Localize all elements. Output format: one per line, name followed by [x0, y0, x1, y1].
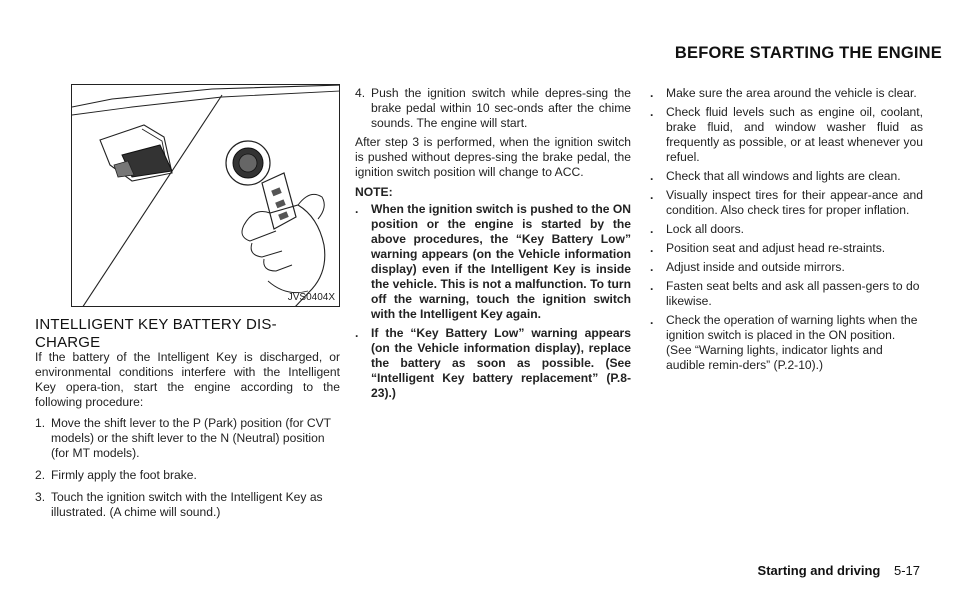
- left-column: [35, 350, 340, 527]
- checklist-item: [650, 188, 923, 218]
- bullet-dot: .: [650, 222, 654, 236]
- step-text: Move the shift lever to the P (Park) position (for CVT models) or the shift lever to the N (Neutral) position (for MT models).: [51, 416, 331, 460]
- bullet-dot: .: [650, 241, 654, 255]
- checklist-text: Position seat and adjust head re-straints.: [666, 241, 886, 255]
- procedure-step: [35, 490, 340, 520]
- middle-column: [355, 86, 631, 408]
- bullet-dot: .: [650, 260, 654, 274]
- note-item: [355, 202, 631, 322]
- section-header: BEFORE STARTING THE ENGINE: [674, 44, 942, 62]
- checklist-text: Fasten seat belts and ask all passen-gers to do likewise.: [666, 279, 920, 308]
- bullet-dot: .: [650, 169, 654, 183]
- page-number: 5-17: [893, 563, 920, 578]
- intro-paragraph: If the battery of the Intelligent Key is discharged, or environmental conditions interfere with the Intelligent Key opera-tion, start the engine according to the following procedure:: [35, 350, 340, 409]
- bullet-dot: .: [355, 202, 359, 216]
- checklist-item: [650, 279, 923, 309]
- step-text: Firmly apply the foot brake.: [51, 468, 197, 482]
- bullet-dot: .: [650, 105, 654, 119]
- bullet-dot: .: [650, 188, 654, 202]
- step-text: Touch the ignition switch with the Intelligent Key as illustrated. (A chime will sound.): [51, 490, 323, 519]
- checklist-item: [650, 313, 923, 373]
- checklist-item: [650, 105, 923, 165]
- checklist-text: Check that all windows and lights are clean.: [666, 169, 901, 183]
- section-heading: INTELLIGENT KEY BATTERY DIS-CHARGE: [35, 316, 277, 351]
- checklist-text: Check the operation of warning lights when the ignition switch is placed in the ON position. (See “Warning lights, indicator lights and audible remin-ders” (P.2-10).): [666, 313, 918, 372]
- after-paragraph: After step 3 is performed, when the ignition switch is pushed without depres-sing the brake pedal, the ignition switch position will change to ACC.: [355, 135, 631, 179]
- checklist-item: [650, 222, 923, 237]
- step-number: 3.: [35, 490, 46, 504]
- note-text: If the “Key Battery Low” warning appears (on the Vehicle information display), replace the battery as soon as possible. (See “Intelligent Key battery replacement” (P.8-23).): [371, 326, 631, 400]
- bullet-dot: .: [650, 279, 654, 293]
- footer-section: Starting and driving: [757, 563, 881, 578]
- checklist-text: Make sure the area around the vehicle is clear.: [666, 86, 917, 100]
- right-column: [650, 86, 923, 380]
- procedure-step: [35, 416, 340, 461]
- illustration-figure: [71, 84, 340, 307]
- checklist-item: [650, 169, 923, 184]
- checklist-item: [650, 86, 923, 101]
- checklist-item: [650, 241, 923, 256]
- procedure-step: [35, 468, 340, 483]
- key-touch-illustration: [72, 85, 340, 307]
- checklist-text: Check fluid levels such as engine oil, coolant, brake fluid, and window washer fluid as frequently as possible, or at least whenever you refuel.: [666, 105, 923, 164]
- procedure-step: [355, 86, 631, 131]
- checklist-text: Visually inspect tires for their appear-ance and condition. Also check tires for proper inflation.: [666, 188, 923, 217]
- checklist-text: Lock all doors.: [666, 222, 744, 236]
- page-footer: [758, 563, 920, 578]
- bullet-dot: .: [650, 313, 654, 327]
- step-text: Push the ignition switch while depres-sing the brake pedal within 10 sec-onds after the chime sounds. The engine will start.: [371, 86, 631, 130]
- checklist-text: Adjust inside and outside mirrors.: [666, 260, 845, 274]
- figure-code: JVS0404X: [287, 292, 335, 303]
- step-number: 4.: [355, 86, 366, 100]
- bullet-dot: .: [355, 326, 359, 340]
- bullet-dot: .: [650, 86, 654, 100]
- note-label: NOTE:: [355, 185, 393, 199]
- note-text: When the ignition switch is pushed to the ON position or the engine is started by the above procedures, the “Key Battery Low” warning appears (on the Vehicle information display) even if the Intelligent Key is inside the vehicle. This is not a malfunction. To turn off the warning, touch the ignition switch with the Intelligent Key again.: [371, 202, 632, 321]
- step-number: 2.: [35, 468, 46, 482]
- note-item: [355, 326, 631, 401]
- step-number: 1.: [35, 416, 46, 430]
- checklist-item: [650, 260, 923, 275]
